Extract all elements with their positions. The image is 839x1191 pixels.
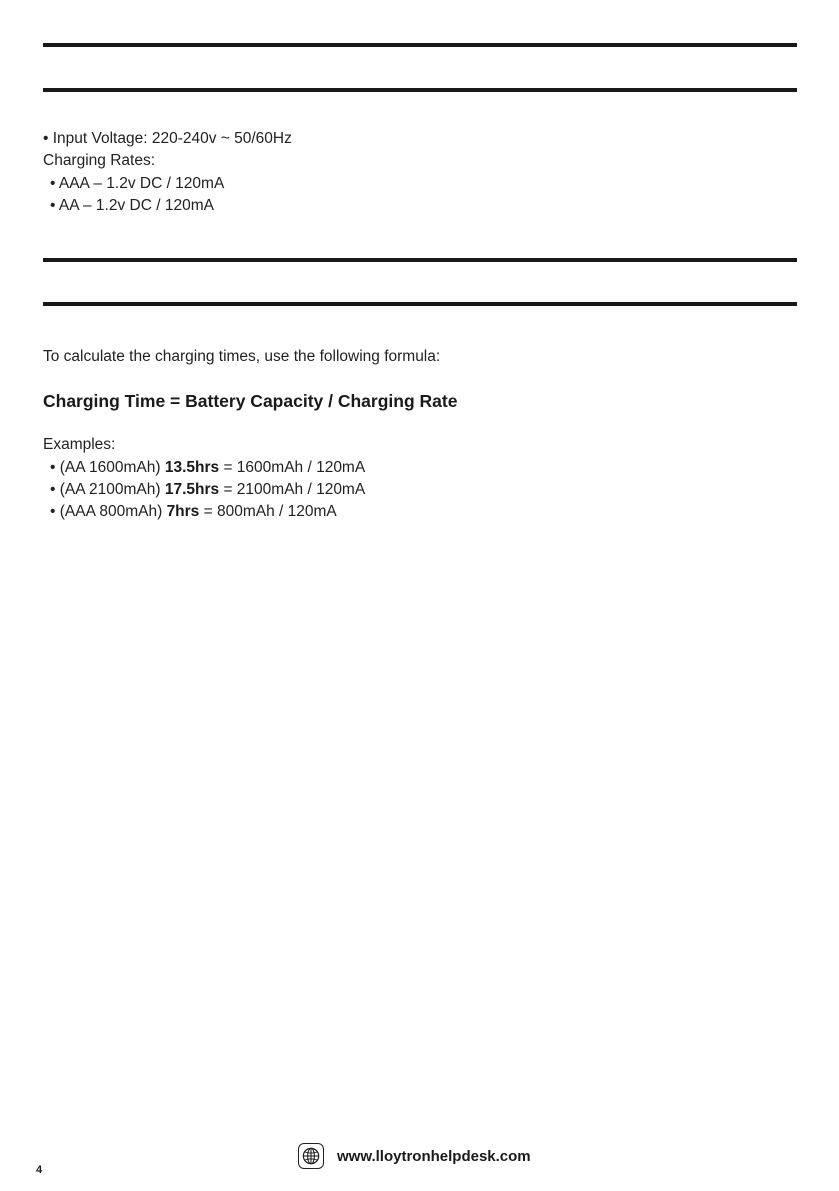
charging-rates-label: Charging Rates:: [43, 152, 156, 169]
example-prefix: • (AA 1600mAh): [50, 459, 165, 476]
formula-intro-text: To calculate the charging times, use the following formula:: [43, 348, 441, 365]
website-link[interactable]: www.lloytronhelpdesk.com: [337, 1147, 531, 1165]
example-result: 17.5hrs: [164, 481, 220, 498]
input-voltage-text: • Input Voltage: 220-240v ~ 50/60Hz: [43, 130, 292, 147]
example-line: [50, 459, 365, 477]
example-suffix: = 800mAh / 120mA: [199, 503, 337, 520]
example-prefix: • (AA 2100mAh): [50, 481, 165, 498]
example-prefix: • (AAA 800mAh): [50, 503, 167, 520]
charging-time-formula: Charging Time = Battery Capacity / Charging Rate: [43, 391, 458, 411]
example-line: [50, 503, 337, 521]
example-line: [50, 481, 365, 499]
footer-website: [298, 1143, 531, 1169]
example-result: 13.5hrs: [164, 459, 220, 476]
example-result: 7hrs: [166, 503, 200, 520]
example-suffix: = 1600mAh / 120mA: [219, 459, 366, 476]
rate-aaa-text: • AAA – 1.2v DC / 120mA: [50, 175, 225, 192]
section-rule-bottom: [43, 88, 797, 92]
globe-icon: [298, 1143, 324, 1169]
section-rule-bottom: [43, 302, 797, 306]
rate-aa-text: • AA – 1.2v DC / 120mA: [50, 197, 214, 214]
section-rule-top: [43, 258, 797, 262]
page-number: 4: [36, 1164, 43, 1176]
example-suffix: = 2100mAh / 120mA: [219, 481, 366, 498]
section-rule-top: [43, 43, 797, 47]
examples-label: Examples:: [43, 436, 116, 453]
